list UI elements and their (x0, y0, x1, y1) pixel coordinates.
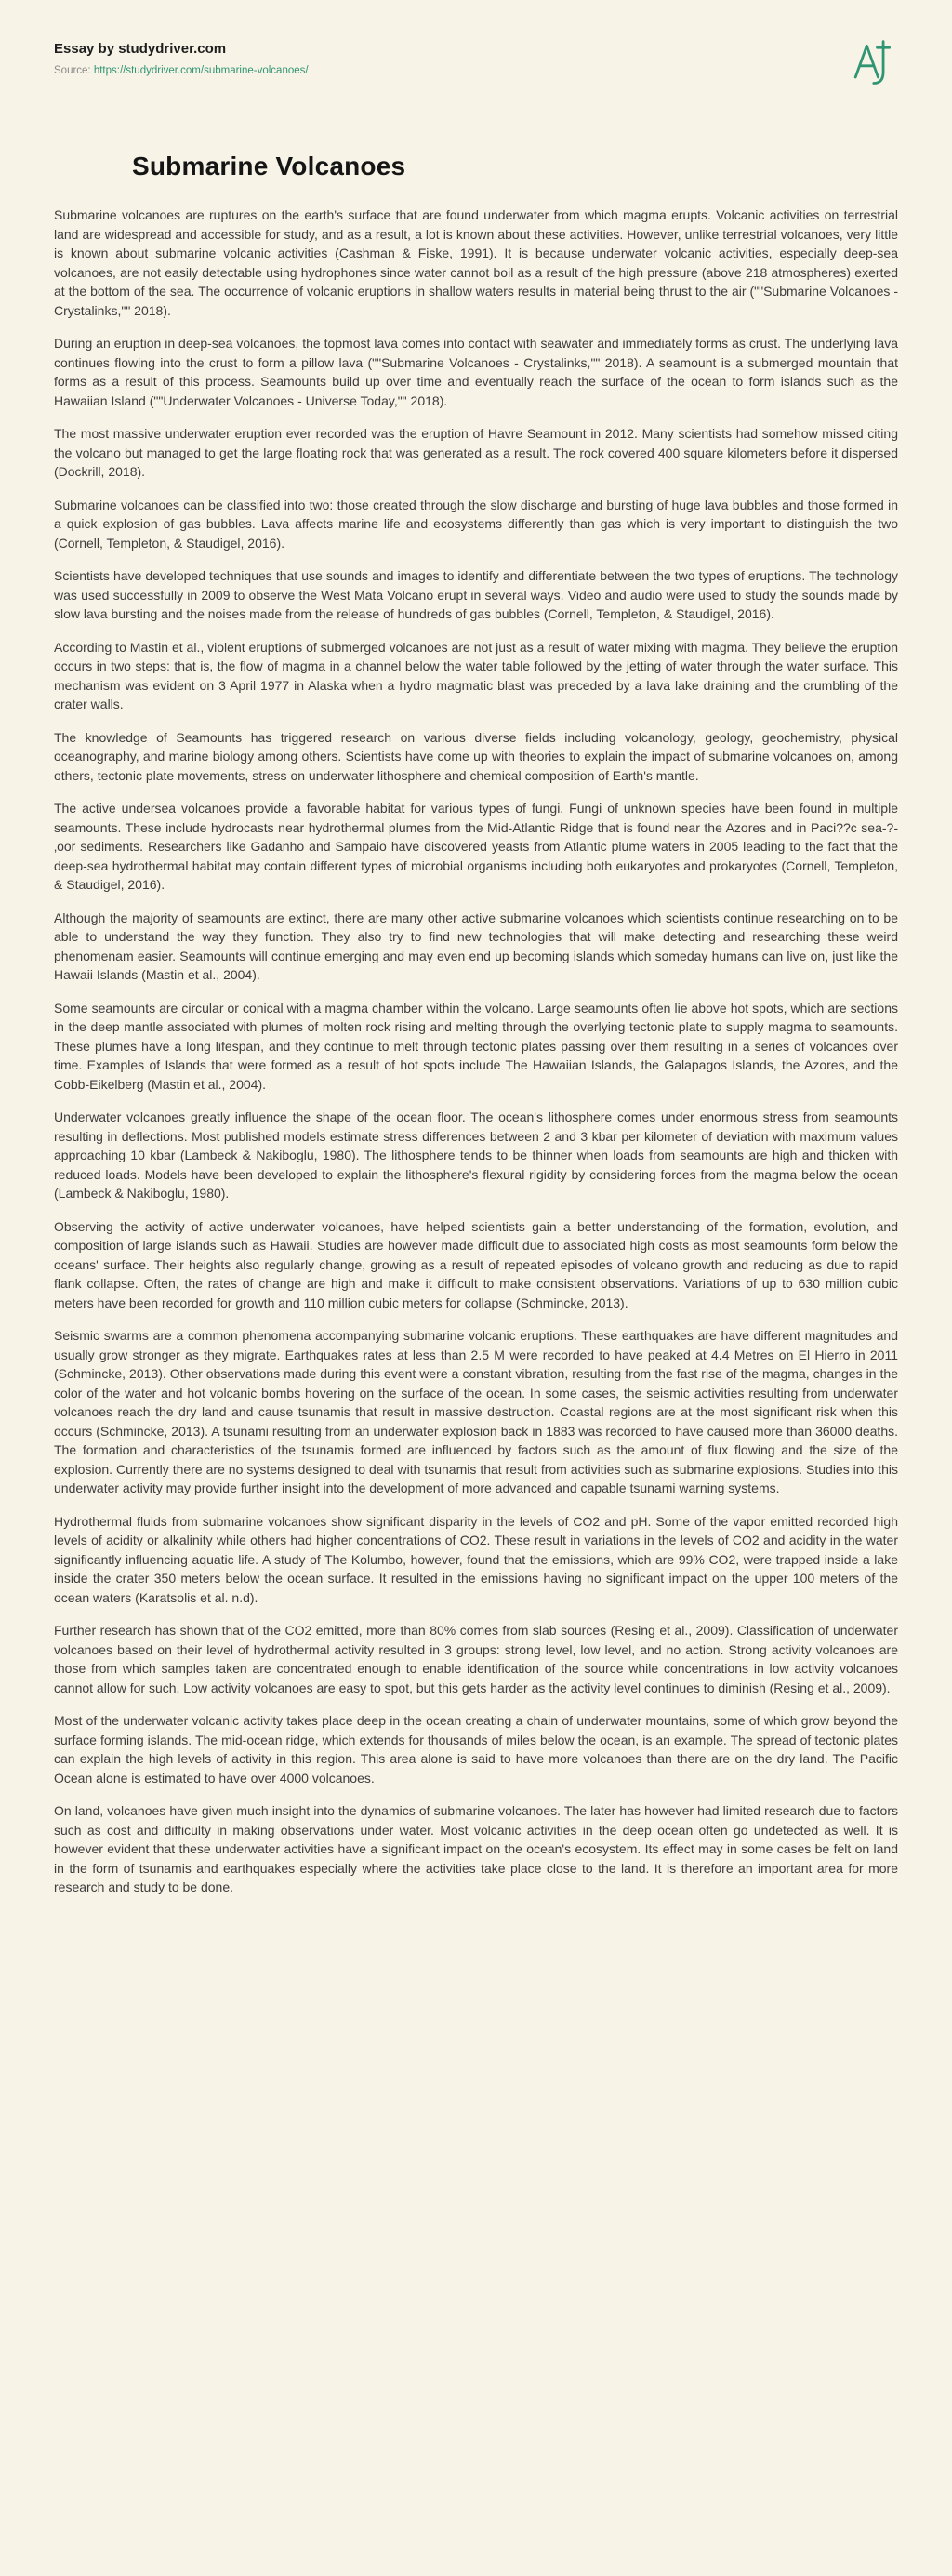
essay-body (54, 206, 898, 1897)
essay-paragraph: Observing the activity of active underwater volcanoes, have helped scientists gain a better understanding of the formation, evolution, and composition of large islands such as Hawaii. Studies are however made difficult due to associated high costs as most seamounts form below the oceans' surface. Their heights also regularly change, growing as a result of repeated episodes of volcano growth and reducing as due to rapid flank collapse. Often, the rates of change are high and make it difficult to make consistent observations. Variations of up to 630 million cubic meters have been recorded for growth and 110 million cubic meters for collapse (Schmincke, 2013). (54, 1218, 898, 1310)
source-row (54, 65, 309, 76)
essay-paragraph: Further research has shown that of the CO2 emitted, more than 80% comes from slab sources (Resing et al., 2009). Classification of underwater volcanoes based on their level of hydrothermal activity resulted in 3 groups: strong level, low level, and no action. Strong activity volcanoes are those from which samples taken are concentrated enough to enable identification of the source while concentrations in low activity volcanoes cannot allow for such. Low activity volcanoes are easy to spot, but this gets harder as the activity level continues to diminish (Resing et al., 2009). (54, 1623, 898, 1695)
essay-paragraph: Seismic swarms are a common phenomena accompanying submarine volcanic eruptions. These earthquakes are have different magnitudes and usually grow stronger as they migrate. Earthquakes rates at less than 2.5 M were recorded to have peaked at 4.4 Metres on El Hierro in 2011 (Schmincke, 2013). Other observations made during this event were a constant vibration, resulting from the fast rise of the magma, changes in the color of the water and hot volcanic bombs hovering on the surface of the ocean. In some cases, the seismic activities resulting from underwater volcanoes reach the dry land and cause tsunamis that result in massive destruction. Coastal regions are at the most significant risk when this occurs (Schmincke, 2013). A tsunami resulting from an underwater explosion back in 1883 was recorded to have caused more than 36000 deaths. The formation and characteristics of the tsunamis formed are influenced by factors such as the amount of flux flowing and the size of the explosion. Currently there are no systems designed to deal with tsunamis that result from activities such as submarine explosions. Studies into this underwater activity may provide further insight into the development of more advanced and capable tsunami warning systems. (54, 1328, 898, 1495)
essay-paragraph: Submarine volcanoes can be classified into two: those created through the slow discharge and bursting of huge lava bubbles and those formed in a quick explosion of gas bubbles. Lava affects marine life and ecosystems differently than gas which is very important to distinguish the two (Cornell, Templeton, & Staudigel, 2016). (54, 497, 898, 551)
essay-paragraph: According to Mastin et al., violent eruptions of submerged volcanoes are not just as a result of water mixing with magma. They believe the eruption occurs in two steps: that is, the flow of magma in a channel below the water table followed by the jetting of water through the water surface. This mechanism was evident on 3 April 1977 in Alaska when a hydro magmatic blast was preceded by a lava lake draining and the crumbling of the crater walls. (54, 639, 898, 711)
essay-paragraph: Most of the underwater volcanic activity takes place deep in the ocean creating a chain of underwater mountains, some of which grow beyond the surface forming islands. The mid-ocean ridge, which extends for thousands of miles below the ocean, is an example. The spread of tectonic plates can explain the high levels of activity in this region. This area alone is said to have more volcanoes than there are on the dry land. The Pacific Ocean alone is estimated to have over 4000 volcanoes. (54, 1713, 898, 1786)
essay-paragraph: Submarine volcanoes are ruptures on the earth's surface that are found underwater from which magma erupts. Volcanic activities on terrestrial land are widespread and accessible for study, and as a result, a lot is known about these activities. However, unlike terrestrial volcanoes, very little is known about submarine volcanic activities (Cashman & Fiske, 1991). It is because underwater volcanic activities, especially deep-sea volcanoes, are not easily detectable using hydrophones since water cannot boil as a result of the high pressure (above 218 atmospheres) exerted at the bottom of the sea. The occurrence of volcanic eruptions in shallow waters results in material being thrust to the air (""Submarine Volcanoes - Crystalinks,"" 2018). (54, 207, 898, 318)
header-text-block (54, 41, 309, 76)
essay-paragraph: Some seamounts are circular or conical with a magma chamber within the volcano. Large seamounts often lie above hot spots, which are sections in the deep mantle associated with plumes of molten rock rising and melting through the overlying tectonic plate to supply magma to seamounts. These plumes have a long lifespan, and they continue to melt through tectonic plates passing over them resulting in a series of volcanoes over time. Examples of Islands that were formed as a result of hot spots include The Hawaiian Islands, the Galapagos Islands, the Azores, and the Cobb-Eikelberg (Mastin et al., 2004). (54, 1000, 898, 1092)
essay-paragraph: Although the majority of seamounts are extinct, there are many other active submarine volcanoes which scientists continue researching on to be able to understand the way they function. They also try to find new technologies that will make detecting and researching these weird phenomenam easier. Seamounts will continue emerging and may even end up becoming islands which someday humans can live on, just like the Hawaii Islands (Mastin et al., 2004). (54, 910, 898, 982)
essay-paragraph: Hydrothermal fluids from submarine volcanoes show significant disparity in the levels of CO2 and pH. Some of the vapor emitted recorded high levels of acidity or alkalinity while others had higher concentrations of CO2. These result in variations in the levels of CO2 and acidity in the water significantly influencing aquatic life. A study of The Kolumbo, however, found that the emissions, which are 99% CO2, were trapped inside a lake inside the crater 350 meters below the ocean surface. It resulted in the emissions having no significant impact on the upper 100 meters of the ocean waters (Karatsolis et al. n.d). (54, 1513, 898, 1605)
essay-paragraph: The knowledge of Seamounts has triggered research on various diverse fields including volcanology, geology, geochemistry, physical oceanography, and marine biology among others. Scientists have come up with theories to explain the impact of submarine volcanoes on, among others, tectonic plate movements, stress on underwater lithosphere and chemical composition of Earth's mantle. (54, 729, 898, 783)
source-link[interactable]: https://studydriver.com/submarine-volcanoes/ (93, 65, 309, 76)
essay-byline: Essay by studydriver.com (54, 41, 227, 57)
essay-paragraph: On land, volcanoes have given much insight into the dynamics of submarine volcanoes. The later has however had limited research due to factors such as cost and difficulty in making observations under water. Most volcanic activities in the deep ocean often go undetected as well. It is however evident that these underwater activities have a significant impact on the ocean's ecosystem. Its effect may in some cases be felt on land in the form of tsunamis and earthquakes especially where the activities take place close to the land. It is therefore an important area for more research and study to be done. (54, 1803, 898, 1894)
studydriver-logo-icon (850, 77, 892, 93)
studydriver-logo[interactable] (850, 37, 892, 94)
essay-paragraph: The most massive underwater eruption ever recorded was the eruption of Havre Seamount in 2012. Many scientists had somehow missed citing the volcano but managed to get the large floating rock that was generated as a result. The rock covered 400 square kilometers before it dispersed (Dockrill, 2018). (54, 426, 898, 479)
source-label: Source: (54, 65, 91, 76)
essay-paragraph: Scientists have developed techniques that use sounds and images to identify and differentiate between the two types of eruptions. The technology was used successfully in 2009 to observe the West Mata Volcano erupt in several ways. Video and audio were used to study the sounds made by slow lava bursting and the noises made from the release of hundreds of gas bubbles (Cornell, Templeton, & Staudigel, 2016). (54, 568, 898, 621)
essay-paragraph: During an eruption in deep-sea volcanoes, the topmost lava comes into contact with seawater and immediately forms as crust. The underlying lava continues flowing into the crust to form a pillow lava (""Submarine Volcanoes - Crystalinks,"" 2018). A seamount is a submerged mountain that forms as a result of this process. Seamounts build up over time and eventually reach the surface of the ocean to form islands such as the Hawaiian Island (""Underwater Volcanoes - Universe Today,"" 2018). (54, 336, 898, 408)
page-header (54, 41, 898, 94)
essay-paragraph: Underwater volcanoes greatly influence the shape of the ocean floor. The ocean's lithosphere comes under enormous stress from seamounts resulting in deflections. Most published models estimate stress differences between 2 and 3 kbar per kilometer of deviation with maximum values approaching 10 kbar (Lambeck & Nakiboglu, 1980). The lithosphere tends to be thinner when loads from seamounts are high and thicken with reduced loads. Models have been developed to explain the lithosphere's flexural rigidity by considering forces from the magma below the ocean (Lambeck & Nakiboglu, 1980). (54, 1109, 898, 1201)
page-title: Submarine Volcanoes (132, 152, 406, 180)
essay-paragraph: The active undersea volcanoes provide a favorable habitat for various types of fungi. Fungi of unknown species have been found in multiple seamounts. These include hydrocasts near hydrothermal plumes from the Mid-Atlantic Ridge that is found near the Azores and in Paci??c sea-?‚oor sediments. Researchers like Gadanho and Sampaio have discovered yeasts from Atlantic plume waters in 2005 leading to the fact that the deep-sea hydrothermal habitat may contain different types of microbial organisms including both eukaryotes and prokaryotes (Cornell, Templeton, & Staudigel, 2016). (54, 801, 898, 892)
